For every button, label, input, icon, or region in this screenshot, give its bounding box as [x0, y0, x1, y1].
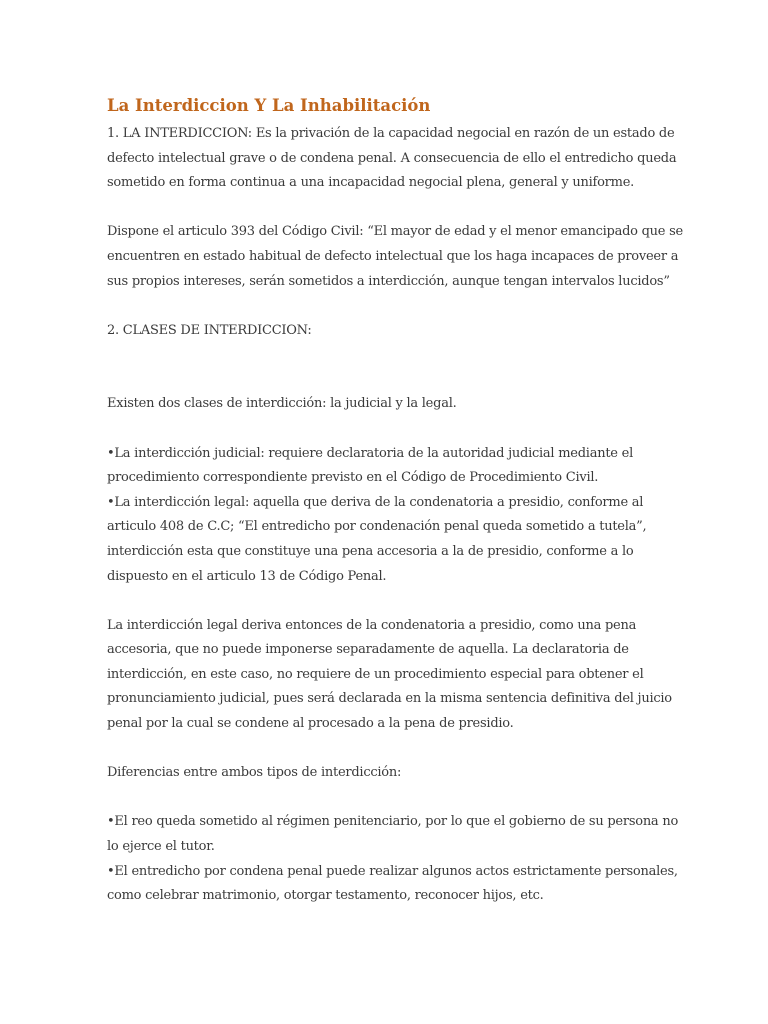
text-line: La interdicción legal deriva entonces de la condenatoria a presidio, como una pena [107, 617, 637, 633]
text-line: interdicción, en este caso, no requiere de un procedimiento especial para obtener el [107, 666, 644, 682]
text-line: pronunciamiento judicial, pues será declarada en la misma sentencia definitiva del juicio [107, 691, 672, 707]
text-line: penal por la cual se condene al procesado a la pena de presidio. [107, 716, 514, 732]
text-line: 1. LA INTERDICCION: Es la privación de la capacidad negocial en razón de un estado de [107, 126, 675, 141]
list-item-line: •El reo queda sometido al régimen penitenciario, por lo que el gobierno de su persona no [107, 814, 679, 830]
text-line: Diferencias entre ambos tipos de interdicción: [107, 765, 402, 781]
list-item-line: lo ejerce el tutor. [107, 839, 215, 855]
paragraph-article-393 [107, 220, 683, 294]
text-line: sus propios intereses, serán sometidos a interdicción, aunque tengan intervalos lucidos” [107, 273, 670, 289]
list-item-line: interdicción esta que constituye una pena accesoria a la de presidio, conforme a lo [107, 543, 634, 559]
list-item-line: •La interdicción judicial: requiere declaratoria de la autoridad judicial mediante el [107, 445, 633, 461]
text-line: Dispone el articulo 393 del Código Civil: “El mayor de edad y el menor emancipado que se [107, 224, 683, 240]
list-item-line: •El entredicho por condena penal puede realizar algunos actos estrictamente personales, [107, 863, 678, 879]
document-title: La Interdiccion Y La Inhabilitación [107, 96, 431, 115]
bullet-list-differences [107, 810, 679, 908]
section-heading-clases [107, 319, 667, 344]
list-item-line: •La interdicción legal: aquella que deriva de la condenatoria a presidio, conforme al [107, 494, 644, 510]
text-line: encuentren en estado habitual de defecto intelectual que los haga incapaces de proveer a [107, 248, 679, 264]
document-page [107, 94, 683, 909]
paragraph-definition [107, 122, 677, 196]
section-heading-differences [107, 761, 667, 786]
text-line: 2. CLASES DE INTERDICCION: [107, 322, 312, 338]
text-line: sometido en forma continua a una incapacidad negocial plena, general y uniforme. [107, 175, 635, 191]
bullet-list-classes [107, 442, 667, 590]
list-item-line: articulo 408 de C.C; “El entredicho por condenación penal queda sometido a tutela”, [107, 519, 647, 535]
text-line: Existen dos clases de interdicción: la judicial y la legal. [107, 396, 457, 412]
list-item-line: como celebrar matrimonio, otorgar testamento, reconocer hijos, etc. [107, 888, 544, 904]
paragraph-two-classes [107, 392, 667, 417]
text-line: accesoria, que no puede imponerse separadamente de aquella. La declaratoria de [107, 642, 629, 658]
text-line: defecto intelectual grave o de condena penal. A consecuencia de ello el entredicho queda [107, 150, 677, 166]
paragraph-legal-interdiction [107, 614, 672, 737]
list-item-line: procedimiento correspondiente previsto en el Código de Procedimiento Civil. [107, 470, 599, 486]
list-item-line: dispuesto en el articulo 13 de Código Penal. [107, 568, 387, 584]
